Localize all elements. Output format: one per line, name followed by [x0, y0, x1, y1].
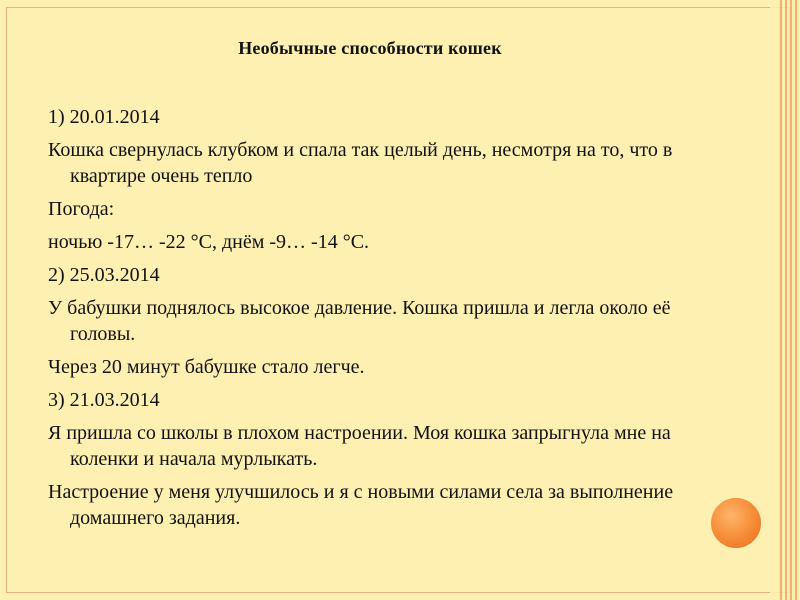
entry-3-text: Я пришла со школы в плохом настроении. Моя кошка запрыгнула мне на коленки и начала мурлыкать. — [48, 422, 671, 470]
entry-2-text: У бабушки поднялось высокое давление. Кошка пришла и легла около её головы. — [48, 297, 671, 345]
weather-values: ночью -17… -22 °С, днём -9… -14 °С. — [48, 231, 370, 253]
orange-circle-icon — [711, 498, 761, 548]
vertical-stripes-icon — [770, 0, 800, 600]
entry-2-result: Через 20 минут бабушке стало легче. — [48, 356, 365, 378]
entry-1-text: Кошка свернулась клубком и спала так целый день, несмотря на то, что в квартире очень тепло — [48, 139, 673, 187]
entry-2-date: 2) 25.03.2014 — [48, 264, 160, 286]
slide-title: Необычные способности кошек — [238, 38, 502, 58]
entry-3-result: Настроение у меня улучшилось и я с новыми силами села за выполнение домашнего задания. — [48, 481, 674, 529]
entry-3-date: 3) 21.03.2014 — [48, 389, 160, 411]
slide-body — [48, 104, 688, 538]
weather-label: Погода: — [48, 198, 115, 220]
entry-1-date: 1) 20.01.2014 — [48, 106, 160, 128]
